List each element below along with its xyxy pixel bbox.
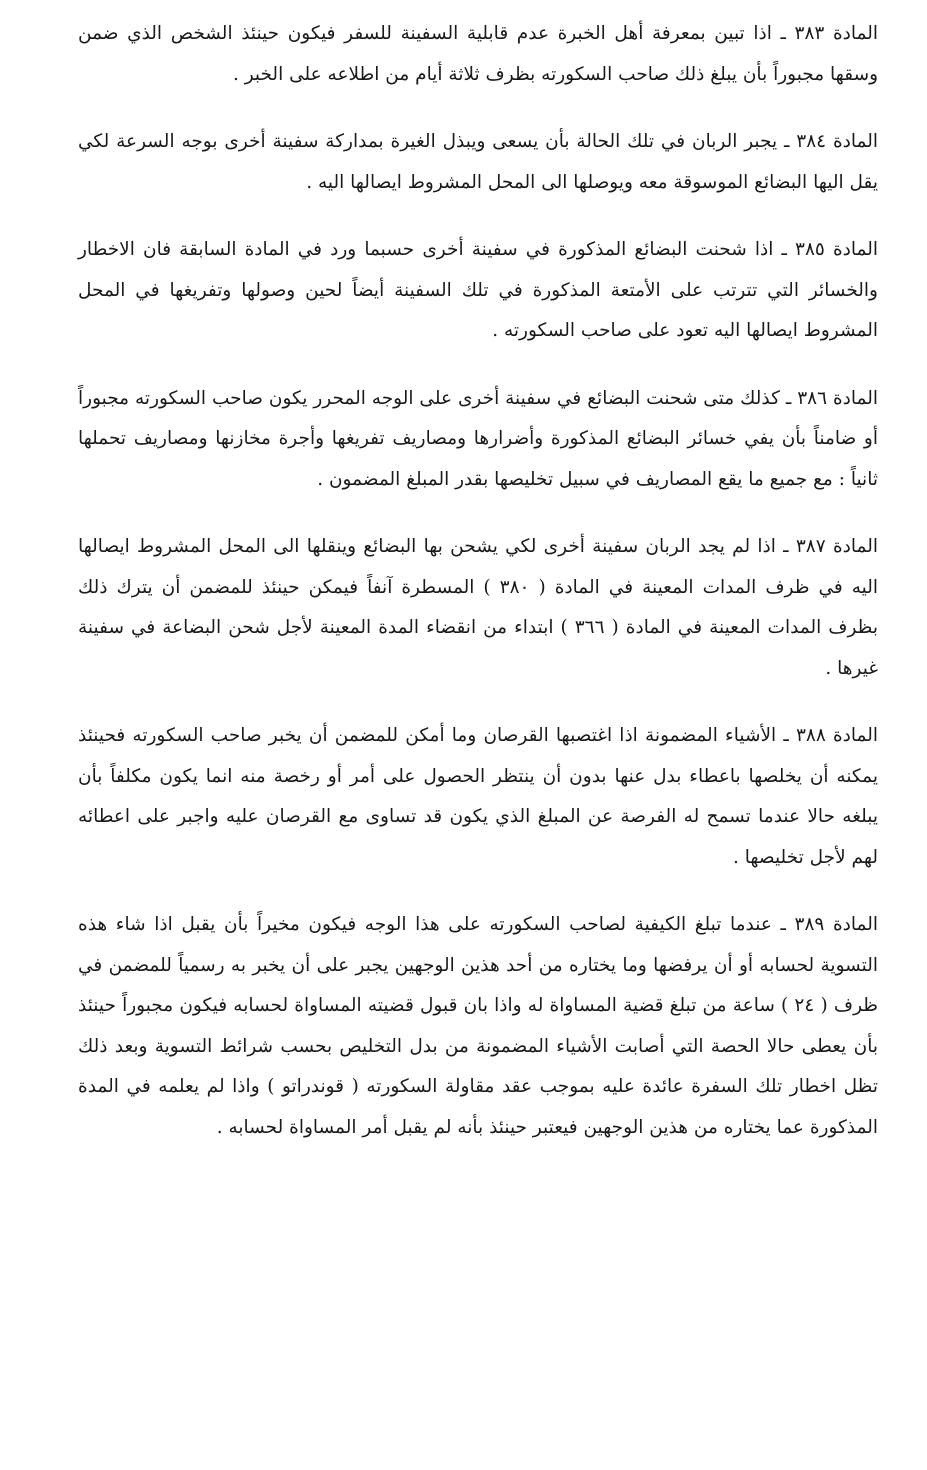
article-388 <box>78 716 878 878</box>
article-label: المادة ٣٨٤ ـ <box>783 131 878 152</box>
article-label: المادة ٣٨٣ ـ <box>780 23 878 44</box>
article-text: اذا شحنت البضائع المذكورة في سفينة أخرى حسبما ورد في المادة السابقة فان الاخطار والخسائر التي تترتب على الأمتعة المذكورة في تلك السفينة أيضاً لحين وصولها وتفريغها في المحل المشروط ايصالها اليه تعود على صاحب السكورته . <box>78 239 878 341</box>
article-label: المادة ٣٨٥ ـ <box>781 239 878 260</box>
article-387 <box>78 527 878 689</box>
article-text: كذلك متى شحنت البضائع في سفينة أخرى على الوجه المحرر يكون صاحب السكورته مجبوراً أو ضامناً بأن يفي خسائر البضائع المذكورة وأضرارها ومصاريف تفريغها وأجرة مخازنها ومصاريف تحملها ثانياً : مع جميع ما يقع المصاريف في سبيل تخليصها بقدر المبلغ المضمون . <box>78 387 878 490</box>
article-389 <box>78 905 878 1148</box>
article-384 <box>78 122 878 203</box>
article-text: الأشياء المضمونة اذا اغتصبها القرصان وما أمكن للمضمن أن يخبر صاحب السكورته فحينئذ يمكنه أن يخلصها باعطاء بدل عنها بدون أن ينتظر الحصول على أمر أو رخصة منه انما يكون مكلفاً بأن يبلغه حالا عندما تسمح له الفرصة عن المبلغ الذي يكون قد تساوى مع القرصان عليه واجبر على اعطائه لهم لأجل تخليصها . <box>78 725 878 868</box>
article-383 <box>78 14 878 95</box>
article-label: المادة ٣٨٩ ـ <box>780 914 878 935</box>
article-paragraph <box>78 230 878 352</box>
article-385 <box>78 230 878 352</box>
article-paragraph <box>78 14 878 95</box>
article-paragraph <box>78 716 878 878</box>
article-386 <box>78 379 878 501</box>
article-text: عندما تبلغ الكيفية لصاحب السكورته على هذا الوجه فيكون مخيراً بأن يقبل اذا شاء هذه التسوية لحسابه أو أن يرفضها وما يختاره من أحد هذين الوجهين يجبر على أن يخبر به رسمياً للمضمن في ظرف ( ٢٤ ) ساعة من تبلغ قضية المساواة له واذا بان قبول قضيته المساواة لحسابه فيكون مجبوراً حينئذ بأن يعطى حالا الحصة التي أصابت الأشياء المضمونة من بدل التخليص بحسب شرائط التسوية وبعد ذلك تظل اخطار تلك السفرة عائدة عليه بموجب عقد مقاولة السكورته ( قوندراتو ) واذا لم يعلمه في المدة المذكورة عما يختاره من هذين الوجهين فيعتبر حينئذ بأنه لم يقبل أمر المساواة لحسابه . <box>78 914 878 1138</box>
document-page <box>78 14 878 1175</box>
article-text: اذا لم يجد الربان سفينة أخرى لكي يشحن بها البضائع وينقلها الى المحل المشروط ايصالها اليه في ظرف المدات المعينة في المادة ( ٣٨٠ ) المسطرة آنفاً فيمكن حينئذ للمضمن أن يترك ذلك بظرف المدات المعينة في المادة ( ٣٦٦ ) ابتداء من انقضاء المدة المعينة لأجل شحن البضاعة في سفينة غيرها . <box>78 536 878 679</box>
article-label: المادة ٣٨٦ ـ <box>785 387 878 409</box>
article-paragraph <box>78 379 878 501</box>
article-text: اذا تبين بمعرفة أهل الخبرة عدم قابلية السفينة للسفر فيكون حينئذ الشخص الذي ضمن وسقها مجبوراً بأن يبلغ ذلك صاحب السكورته بظرف ثلاثة أيام من اطلاعه على الخبر . <box>78 23 878 85</box>
article-paragraph <box>78 527 878 689</box>
article-paragraph <box>78 122 878 203</box>
article-text: يجبر الربان في تلك الحالة بأن يسعى ويبذل الغيرة بمداركة سفينة أخرى بوجه السرعة لكي يقل اليها البضائع الموسوقة معه ويوصلها الى المحل المشروط ايصالها اليه . <box>78 131 878 193</box>
article-label: المادة ٣٨٨ ـ <box>783 725 878 746</box>
article-label: المادة ٣٨٧ ـ <box>783 536 879 557</box>
article-paragraph <box>78 905 878 1148</box>
